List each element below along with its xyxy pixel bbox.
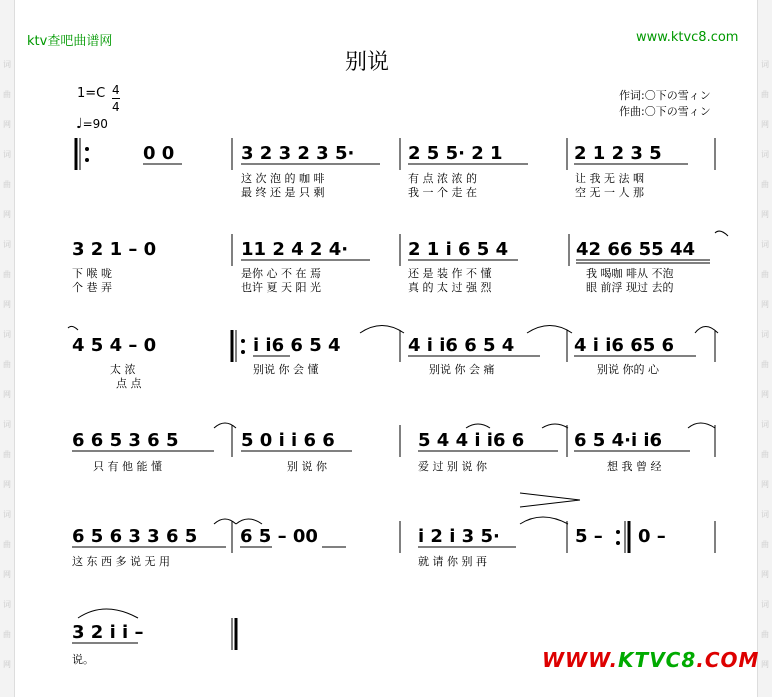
watermark-char: 网 [761, 570, 769, 579]
slur [466, 424, 490, 428]
watermark-char: 曲 [761, 180, 769, 189]
logo-prefix: WWW. [542, 648, 619, 672]
watermark-char: 词 [761, 600, 769, 609]
watermark-char: 曲 [3, 540, 11, 549]
notes-r2-m4: 42 66 55 44 [576, 239, 695, 260]
watermark-char: 网 [761, 660, 769, 669]
slur [527, 326, 572, 334]
notes-r5-m1: 6 5 6 3 3 6 5 [72, 526, 198, 547]
quarter-note-icon: ♩ [76, 116, 83, 132]
notes-r4-m1: 6 6 5 3 6 5 [72, 430, 179, 451]
site-name-left[interactable]: ktv查吧曲谱网 [27, 34, 113, 49]
lyric-r4-2: 别 说 你 [287, 460, 327, 473]
notes-r3-m2: i i6 6 5 4 [253, 335, 341, 356]
slur [520, 517, 568, 524]
notes-r1-m3: 2 5 5· 2 1 [408, 143, 503, 164]
slur [688, 423, 715, 428]
slur [236, 519, 262, 524]
lyricist: 作词:〇下の雪ィン [619, 89, 711, 102]
lyric-r4-1: 只 有 他 能 懂 [93, 460, 162, 473]
watermark-char: 曲 [761, 630, 769, 639]
composer: 作曲:〇下の雪ィン [619, 105, 711, 118]
lyric-r1-b1: 最 终 还 是 只 剩 [241, 186, 325, 199]
notes-r1-m1: 0 0 [143, 143, 175, 164]
notes-r5-m5: 0 – [638, 526, 666, 547]
slur [360, 326, 404, 334]
lyric-r2-b2: 也许 夏 天 阳 光 [241, 281, 321, 294]
notes-r4-m4: 6 5 4·i i6 [574, 430, 663, 451]
watermark-char: 词 [3, 330, 11, 339]
watermark-char: 网 [3, 300, 11, 309]
watermark-char: 词 [761, 420, 769, 429]
watermark-char: 词 [761, 330, 769, 339]
logo-suffix: .COM [696, 648, 760, 672]
lyric-r2-a4: 我 喝咖 啡从 不泡 [586, 267, 674, 280]
notes-r4-m3: 5 4 4 i i6 6 [418, 430, 525, 451]
lyric-r5-1: 这 东 西 多 说 无 用 [72, 555, 170, 568]
watermark-char: 词 [761, 240, 769, 249]
notes-r5-m2: 6 5 – 00 [240, 526, 318, 547]
lyric-r3-a1: 太 浓 [110, 363, 136, 376]
watermark-char: 词 [3, 150, 11, 159]
slur [214, 423, 236, 428]
watermark-char: 网 [3, 660, 11, 669]
notes-r4-m2: 5 0 i i 6 6 [241, 430, 335, 451]
key-signature: 1=C [77, 86, 106, 101]
time-signature-bottom: 4 [112, 100, 120, 114]
watermark-char: 网 [3, 120, 11, 129]
watermark-char: 曲 [3, 180, 11, 189]
site-logo-bottom[interactable] [542, 648, 759, 672]
notes-r1-m4: 2 1 2 3 5 [574, 143, 662, 164]
notes-r5-m3: i 2 i 3 5· [418, 526, 500, 547]
notes-r3-m4: 4 i i6 65 6 [574, 335, 675, 356]
repeat-dot [241, 350, 245, 354]
lyric-r6-1: 说。 [72, 653, 94, 666]
site-url-right[interactable]: www.ktvc8.com [636, 30, 739, 45]
lyric-r4-4: 想 我 曾 经 [607, 460, 662, 473]
time-signature-top: 4 [112, 83, 120, 97]
slur [542, 424, 568, 428]
tempo-value: =90 [82, 117, 108, 131]
watermark-char: 曲 [761, 360, 769, 369]
slur [214, 519, 236, 524]
watermark-char: 网 [761, 390, 769, 399]
notes-r3-m1: 4 5 4 – 0 [72, 335, 157, 356]
watermark-char: 曲 [761, 90, 769, 99]
watermark-char: 网 [3, 210, 11, 219]
watermark-char: 词 [761, 150, 769, 159]
watermark-char: 曲 [761, 450, 769, 459]
watermark-char: 词 [3, 60, 11, 69]
notes-r2-m3: 2 1 i 6 5 4 [408, 239, 509, 260]
notes-r6-m1: 3 2 i i – [72, 622, 144, 643]
watermark-char: 曲 [761, 540, 769, 549]
lyric-r3-a4: 别说 你的 心 [597, 363, 659, 376]
watermark-char: 词 [3, 510, 11, 519]
repeat-dot [85, 147, 89, 151]
notes-r3-m3: 4 i i6 6 5 4 [408, 335, 515, 356]
watermark-char: 词 [3, 600, 11, 609]
watermark-char: 曲 [3, 630, 11, 639]
notes-r5-m4: 5 – [575, 526, 603, 547]
notes-r2-m2: 11 2 4 2 4· [241, 239, 349, 260]
watermark-char: 网 [3, 390, 11, 399]
lyric-r1-a1: 这 次 泡 的 咖 啡 [241, 172, 325, 185]
lyric-r1-a3: 让 我 无 法 咽 [575, 172, 644, 185]
song-title: 别说 [345, 50, 390, 75]
lyric-r5-2: 就 请 你 别 再 [418, 555, 487, 568]
lyric-r3-a3: 别说 你 会 痛 [429, 363, 495, 376]
lyric-r2-b4: 眼 前浮 现过 去的 [586, 281, 674, 294]
notes-r2-m1: 3 2 1 – 0 [72, 239, 157, 260]
notes-r1-m2: 3 2 3 2 3 5· [241, 143, 355, 164]
watermark-char: 词 [3, 420, 11, 429]
watermark-char: 曲 [3, 270, 11, 279]
lyric-r3-a2: 别说 你 会 懂 [253, 363, 319, 376]
lyric-r2-a2: 是你 心 不 在 焉 [241, 267, 321, 280]
lyric-r2-a3: 还 是 装 作 不 懂 [408, 267, 492, 280]
watermark-char: 网 [3, 570, 11, 579]
logo-brand: KTVC8 [618, 648, 697, 672]
watermark-char: 词 [3, 240, 11, 249]
lyric-r2-b3: 真 的 太 过 强 烈 [408, 281, 492, 294]
lyric-r1-b3: 空 无 一 人 那 [575, 186, 644, 199]
watermark-char: 词 [761, 60, 769, 69]
slur [78, 609, 138, 618]
lyric-r2-b1: 个 巷 弄 [72, 281, 112, 294]
slur [68, 326, 78, 330]
watermark-char: 曲 [3, 450, 11, 459]
watermark-char: 网 [761, 120, 769, 129]
watermark-char: 曲 [3, 90, 11, 99]
lyric-r2-a1: 下 喉 咙 [72, 267, 112, 280]
watermark-char: 网 [761, 480, 769, 489]
watermark-char: 词 [761, 510, 769, 519]
repeat-dot [616, 541, 620, 545]
watermark-char: 网 [3, 480, 11, 489]
repeat-dot [616, 530, 620, 534]
repeat-dot [85, 158, 89, 162]
lyric-r4-3: 爱 过 别 说 你 [418, 460, 487, 473]
lyric-r1-b2: 我 一 个 走 在 [408, 186, 477, 199]
slur [715, 231, 728, 236]
watermark-char: 曲 [761, 270, 769, 279]
repeat-dot [241, 339, 245, 343]
lyric-r3-b1: 点 点 [116, 377, 142, 390]
decrescendo-hairpin [520, 493, 580, 507]
watermark-char: 网 [761, 210, 769, 219]
watermark-char: 网 [761, 300, 769, 309]
lyric-r1-a2: 有 点 浓 浓 的 [408, 172, 477, 185]
watermark-char: 曲 [3, 360, 11, 369]
